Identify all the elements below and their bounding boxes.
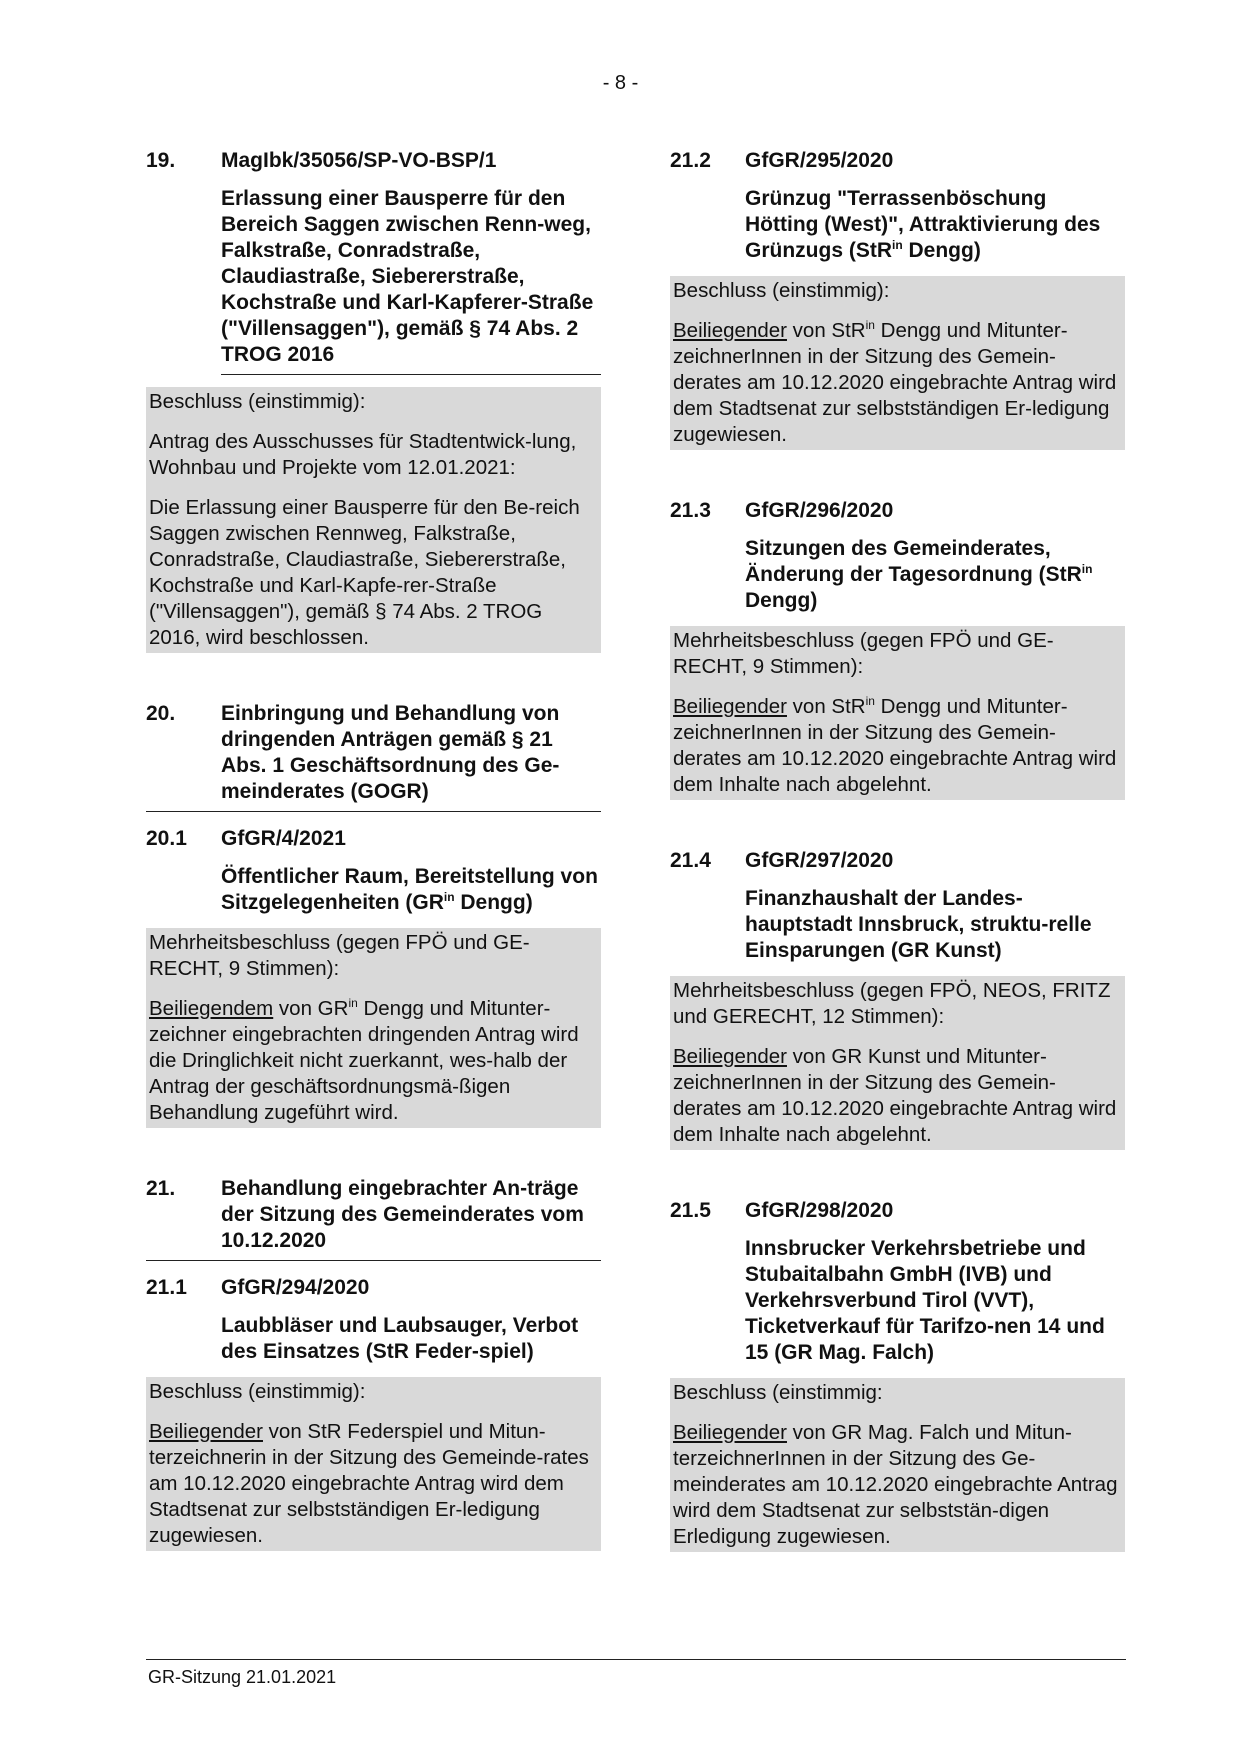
resolution-intro: Antrag des Ausschusses für Stadtentwick-lung, Wohnbau und Projekte vom 12.01.2021: — [149, 430, 577, 479]
item-reference: GfGR/295/2020 — [745, 149, 894, 172]
resolution-type: Mehrheitsbeschluss (gegen FPÖ, NEOS, FRITZ und GERECHT, 12 Stimmen): — [673, 979, 1111, 1028]
item-subject: Laubbläser und Laubsauger, Verbot des Einsatzes (StR Feder-spiel) — [221, 1314, 579, 1363]
item-number: 21. — [146, 1177, 176, 1200]
page-number: - 8 - — [602, 72, 639, 94]
resolution-text: Beiliegender von StR Federspiel und Mitun-terzeichnerin in der Sitzung des Gemeinde-rates am 10.12.2020 eingebrachte Antrag wird dem Stadtsenat zur selbstständigen Er-ledigung zugewiesen. — [149, 1420, 589, 1547]
resolution-text: Beiliegendem von $GR^{in}$ Dengg und Mitunter-zeichner eingebrachten dringenden Antrag wird die Dringlichkeit nicht zuerkannt, wes-halb der Antrag der geschäftsordnungsmä-ßigen Behandlung zugeführt wird. — [149, 996, 579, 1124]
item-number: 21.2 — [670, 149, 711, 172]
resolution-type: Beschluss (einstimmig): — [673, 279, 890, 302]
item-reference: GfGR/4/2021 — [221, 827, 346, 850]
left-column — [146, 148, 601, 1599]
resolution-box — [146, 387, 601, 653]
item-20 — [146, 701, 601, 812]
resolution-text: Beiliegender von GR Mag. Falch und Mitun-terzeichnerInnen in der Sitzung des Ge-meinderates am 10.12.2020 eingebrachte Antrag wird dem Stadtsenat zur selbststän-digen Erledigung zugewiesen. — [673, 1421, 1118, 1548]
resolution-text: Beiliegender von StR$^{in}$ Dengg und Mitunter-zeichnerInnen in der Sitzung des Gemein-derates am 10.12.2020 eingebrachte Antrag wird dem Inhalte nach abgelehnt. — [673, 694, 1117, 796]
item-reference: MagIbk/35056/SP-VO-BSP/1 — [221, 149, 497, 172]
item-21-3 — [670, 498, 1125, 800]
item-reference: GfGR/298/2020 — [745, 1199, 894, 1222]
item-21-4 — [670, 848, 1125, 1150]
item-19 — [146, 148, 601, 653]
item-21-1 — [146, 1275, 601, 1551]
item-subject: Sitzungen des Gemeinderates, Änderung der Tagesordnung (StR$^{in}$ Dengg) — [745, 537, 1093, 612]
item-number: 20. — [146, 702, 176, 725]
item-reference: GfGR/297/2020 — [745, 849, 894, 872]
item-subject: Innsbrucker Verkehrsbetriebe und Stubaitalbahn GmbH (IVB) und Verkehrsverbund Tirol (VVT), Ticketverkauf für Tarifzo-nen 14 und 15 (GR Mag. Falch) — [745, 1237, 1105, 1364]
resolution-box — [670, 276, 1125, 450]
item-subject: Öffentlicher Raum, Bereitstellung von Sitzgelegenheiten ($GR^{in}$ Dengg) — [221, 865, 598, 914]
item-subject: Grünzug "Terrassenböschung Hötting (West)", Attraktivierung des Grünzugs (StR$^{in}$ Dengg) — [745, 187, 1101, 262]
item-21-5 — [670, 1198, 1125, 1552]
resolution-type: Mehrheitsbeschluss (gegen FPÖ und GE-RECHT, 9 Stimmen): — [673, 629, 1054, 678]
item-reference: GfGR/294/2020 — [221, 1276, 370, 1299]
resolution-type: Mehrheitsbeschluss (gegen FPÖ und GE-RECHT, 9 Stimmen): — [149, 931, 530, 980]
item-subject: Finanzhaushalt der Landes-hauptstadt Innsbruck, struktu-relle Einsparungen (GR Kunst) — [745, 887, 1092, 962]
resolution-text: Die Erlassung einer Bausperre für den Be-reich Saggen zwischen Rennweg, Falkstraße, Conradstraße, Claudiastraße, Siebererstraße, Kochstraße und Karl-Kapfe-rer-Straße ("Villensaggen"), gemäß § 74 Abs. 2 TROG 2016, wird beschlossen. — [149, 496, 580, 649]
item-number: 19. — [146, 149, 176, 172]
item-number: 21.5 — [670, 1199, 711, 1222]
item-number: 20.1 — [146, 827, 187, 850]
resolution-text: Beiliegender von GR Kunst und Mitunter-zeichnerInnen in der Sitzung des Gemein-derates am 10.12.2020 eingebrachte Antrag wird dem Inhalte nach abgelehnt. — [673, 1045, 1117, 1146]
footer-divider — [146, 1659, 1126, 1660]
footer-text: GR-Sitzung 21.01.2021 — [148, 1667, 337, 1687]
item-reference: GfGR/296/2020 — [745, 499, 894, 522]
right-column — [670, 148, 1125, 1600]
resolution-type: Beschluss (einstimmig): — [149, 1380, 366, 1403]
resolution-type: Beschluss (einstimmig): — [149, 390, 366, 413]
item-number: 21.4 — [670, 849, 711, 872]
item-21 — [146, 1176, 601, 1261]
item-number: 21.1 — [146, 1276, 187, 1299]
resolution-type: Beschluss (einstimmig: — [673, 1381, 883, 1404]
resolution-box — [670, 1378, 1125, 1552]
resolution-text: Beiliegender von StR$^{in}$ Dengg und Mitunter-zeichnerInnen in der Sitzung des Gemein-derates am 10.12.2020 eingebrachte Antrag wird dem Stadtsenat zur selbstständigen Er-ledigung zugewiesen. — [673, 318, 1117, 446]
item-subject: Erlassung einer Bausperre für den Bereich Saggen zwischen Renn-weg, Falkstraße, Conradstraße, Claudiastraße, Siebererstraße, Kochstraße und Karl-Kapferer-Straße ("Villensaggen"), gemäß § 74 Abs. 2 TROG 2016 — [221, 186, 601, 375]
item-20-1 — [146, 826, 601, 1128]
resolution-box — [670, 976, 1125, 1150]
item-title: Einbringung und Behandlung von dringenden Anträgen gemäß § 21 Abs. 1 Geschäftsordnung des Ge-meinderates (GOGR) — [221, 702, 560, 803]
item-21-2 — [670, 148, 1125, 450]
item-number: 21.3 — [670, 499, 711, 522]
item-title: Behandlung eingebrachter An-träge der Sitzung des Gemeinderates vom 10.12.2020 — [221, 1177, 584, 1252]
resolution-box — [146, 1377, 601, 1551]
resolution-box — [670, 626, 1125, 800]
resolution-box — [146, 928, 601, 1128]
